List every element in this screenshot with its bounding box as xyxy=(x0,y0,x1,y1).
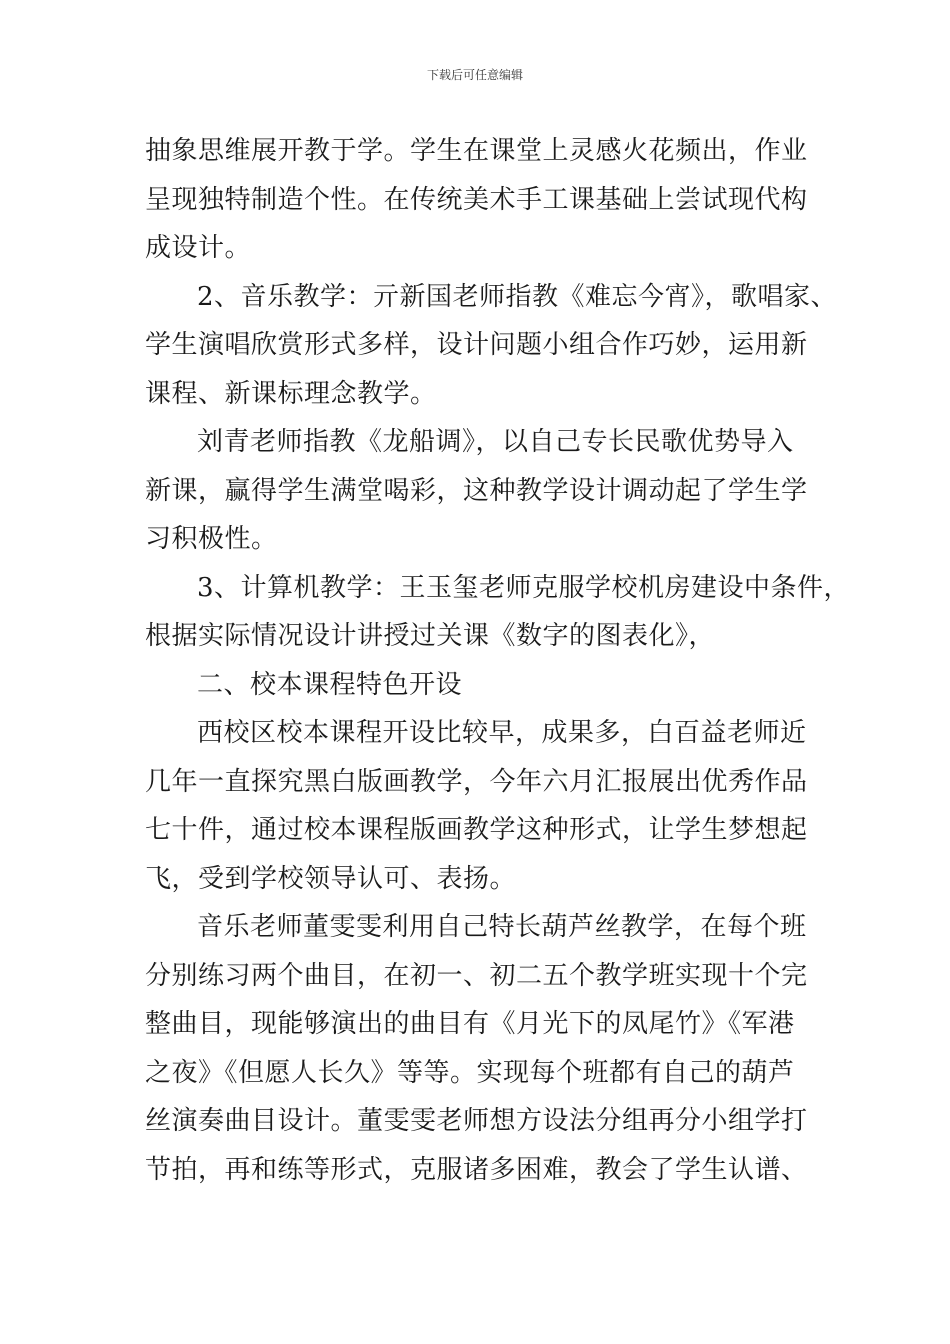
paragraph xyxy=(145,709,825,903)
paragraph-line: 节拍，再和练等形式，克服诸多困难，教会了学生认谱、 xyxy=(145,1154,808,1185)
paragraph-line: 七十件，通过校本课程版画教学这种形式，让学生梦想起 xyxy=(145,815,808,845)
paragraph-line: 丝演奏曲目设计。董雯雯老师想方设法分组再分小组学打 xyxy=(145,1106,808,1136)
paragraph xyxy=(145,127,825,273)
paragraph-line: 呈现独特制造个性。在传统美术手工课基础上尝试现代构 xyxy=(145,184,808,215)
paragraph-line: 飞，受到学校领导认可、表扬。 xyxy=(145,863,517,894)
paragraph xyxy=(145,903,825,1194)
paragraph-line: 成设计。 xyxy=(145,233,252,263)
paragraph-line: 2、音乐教学：亓新国老师指教《难忘今宵》，歌唱家、 xyxy=(197,281,838,312)
paragraph-line: 整曲目，现能够演出的曲目有《月光下的凤尾竹》《军港 xyxy=(145,1009,795,1039)
paragraph-line: 刘青老师指教《龙船调》，以自己专长民歌优势导入 xyxy=(197,427,794,457)
paragraph-line: 几年一直探究黑白版画教学，今年六月汇报展出优秀作品 xyxy=(145,766,808,797)
document-body xyxy=(145,127,851,1194)
paragraph xyxy=(145,273,838,419)
paragraph xyxy=(145,418,825,564)
paragraph-line: 二、校本课程特色开设 xyxy=(197,669,463,700)
paragraph-line: 根据实际情况设计讲授过关课《数字的图表化》， xyxy=(145,621,716,651)
paragraph xyxy=(145,661,825,710)
paragraph-line: 课程、新课标理念教学。 xyxy=(145,378,437,409)
paragraph xyxy=(145,564,851,661)
page-header-note: 下载后可任意编辑 xyxy=(426,68,523,82)
paragraph-line: 习积极性。 xyxy=(145,524,278,554)
paragraph-line: 西校区校本课程开设比较早，成果多，白百益老师近 xyxy=(197,718,807,748)
paragraph-line: 音乐老师董雯雯利用自己特长葫芦丝教学，在每个班 xyxy=(197,912,807,942)
paragraph-line: 新课，赢得学生满堂喝彩，这种教学设计调动起了学生学 xyxy=(145,475,808,506)
paragraph-line: 分别练习两个曲目，在初一、初二五个教学班实现十个完 xyxy=(145,960,808,991)
paragraph-line: 3、计算机教学：王玉玺老师克服学校机房建设中条件， xyxy=(197,572,851,603)
paragraph-line: 抽象思维展开教于学。学生在课堂上灵感火花频出，作业 xyxy=(145,136,808,166)
paragraph-line: 学生演唱欣赏形式多样，设计问题小组合作巧妙，运用新 xyxy=(145,330,808,360)
paragraph-line: 之夜》《但愿人长久》等等。实现每个班都有自己的葫芦 xyxy=(145,1057,795,1088)
